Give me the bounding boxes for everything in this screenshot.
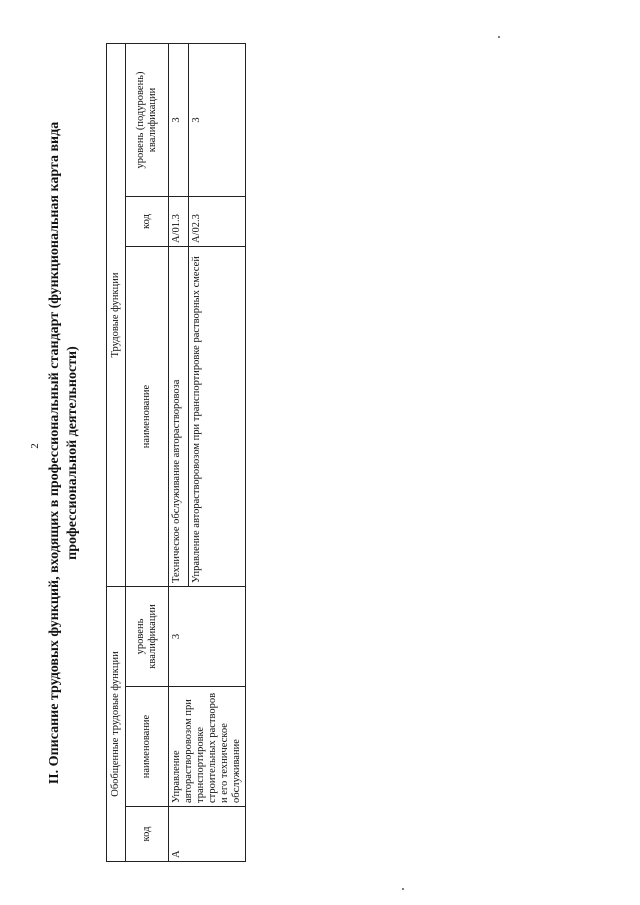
section-title-line-2: профессиональной деятельности) <box>65 346 80 560</box>
header-function-name: наименование <box>126 247 169 587</box>
function-code: A/01.3 <box>169 197 189 247</box>
table-header-row-2 <box>126 43 169 861</box>
table-row <box>169 43 189 861</box>
header-level: уровень квалификации <box>126 587 169 687</box>
function-code: A/02.3 <box>189 197 246 247</box>
function-name: Управление авторастворовозом при транспортировке растворных смесей <box>189 247 246 587</box>
function-level: 3 <box>189 43 246 196</box>
scan-speck <box>498 36 500 38</box>
section-title <box>42 44 106 862</box>
generalized-level: 3 <box>169 587 246 687</box>
function-name: Техническое обслуживание авторастворовоза <box>169 247 189 587</box>
header-labor-functions: Трудовые функции <box>107 43 126 586</box>
section-title-line-1: II. Описание трудовых функций, входящих в профессиональный стандарт (функциональная карта вида <box>47 121 62 785</box>
header-generalized-functions: Обобщенные трудовые функции <box>107 587 126 862</box>
page-number: 2 <box>29 443 41 449</box>
header-sublevel: уровень (подуровень) квалификации <box>126 43 169 196</box>
header-function-code: код <box>126 197 169 247</box>
generalized-name: Управление авторастворовозом при транспортировке строительных растворов и его техническое обслуживание <box>169 687 246 807</box>
header-name: наименование <box>126 687 169 807</box>
generalized-code: A <box>169 807 246 862</box>
scan-speck <box>402 888 404 890</box>
table-header-row-1 <box>107 43 126 861</box>
functional-map-table <box>106 43 246 862</box>
rotated-page-content <box>42 44 242 862</box>
function-level: 3 <box>169 43 189 196</box>
header-code: код <box>126 807 169 862</box>
